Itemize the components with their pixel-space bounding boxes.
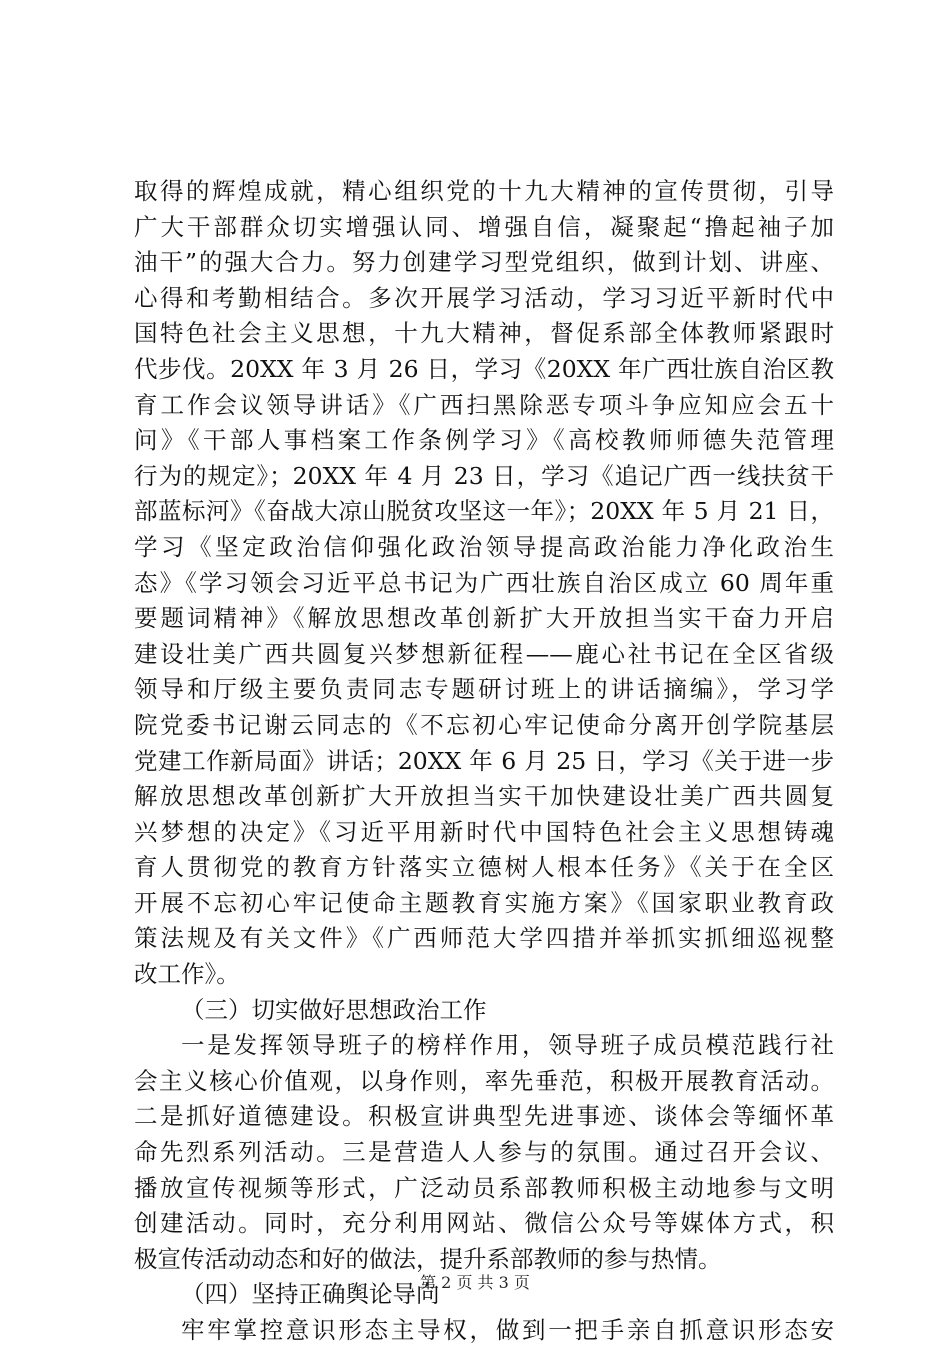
paragraph-line: 兴梦想的决定》《习近平用新时代中国特色社会主义思想铸魂	[134, 817, 834, 846]
paragraph-line: 改工作》。	[134, 960, 240, 989]
paragraph-line: 育工作会议领导讲话》《广西扫黑除恶专项斗争应知应会五十	[134, 390, 834, 419]
paragraph-line: 领导和厅级主要负责同志专题研讨班上的讲话摘编》，学习学	[134, 675, 834, 704]
paragraph-line: 学习《坚定政治信仰强化政治领导提高政治能力净化政治生	[134, 532, 834, 561]
paragraph-line: 建设壮美广西共圆复兴梦想新征程——鹿心社书记在全区省级	[134, 639, 834, 668]
paragraph-line: 院党委书记谢云同志的《不忘初心牢记使命分离开创学院基层	[134, 710, 834, 739]
paragraph-line: 代步伐。20XX 年 3 月 26 日，学习《20XX 年广西壮族自治区教	[134, 354, 834, 383]
section-heading: （三）切实做好思想政治工作	[181, 995, 487, 1024]
paragraph-line: 解放思想改革创新扩大开放担当实干加快建设壮美广西共圆复	[134, 782, 834, 811]
paragraph-line: 会主义核心价值观，以身作则，率先垂范，积极开展教育活动。	[134, 1066, 834, 1095]
paragraph-line: 取得的辉煌成就，精心组织党的十九大精神的宣传贯彻，引导	[134, 177, 834, 205]
paragraph-line: 要题词精神》《解放思想改革创新扩大开放担当实干奋力开启	[134, 604, 834, 633]
paragraph-line: 播放宣传视频等形式，广泛动员系部教师积极主动地参与文明	[134, 1173, 834, 1202]
paragraph-line: 党建工作新局面》讲话；20XX 年 6 月 25 日，学习《关于进一步	[134, 746, 834, 775]
paragraph-line: 行为的规定》；20XX 年 4 月 23 日，学习《追记广西一线扶贫干	[134, 461, 834, 490]
section-heading: （四）坚持正确舆论导向	[181, 1280, 440, 1309]
paragraph-line: 育人贯彻党的教育方针落实立德树人根本任务》《关于在全区	[134, 853, 834, 882]
page-footer: 第 2 页 共 3 页	[420, 1273, 530, 1292]
paragraph-line: 命先烈系列活动。三是营造人人参与的氛围。通过召开会议、	[134, 1138, 834, 1167]
body-text	[134, 174, 834, 1349]
paragraph-line: 部蓝标河》《奋战大凉山脱贫攻坚这一年》；20XX 年 5 月 21 日，	[134, 497, 834, 526]
paragraph-line: 问》《干部人事档案工作条例学习》《高校教师师德失范管理	[134, 426, 834, 455]
paragraph-line: 策法规及有关文件》《广西师范大学四措并举抓实抓细巡视整	[134, 924, 834, 953]
paragraph-line: 油干”的强大合力。努力创建学习型党组织，做到计划、讲座、	[134, 248, 834, 277]
paragraph-line: 心得和考勤相结合。多次开展学习活动，学习习近平新时代中	[134, 283, 834, 312]
paragraph-line: 牢牢掌控意识形态主导权，做到一把手亲自抓意识形态安	[181, 1316, 834, 1344]
paragraph-line: 广大干部群众切实增强认同、增强自信，凝聚起“撸起袖子加	[134, 212, 834, 241]
paragraph-line: 一是发挥领导班子的榜样作用，领导班子成员模范践行社	[181, 1031, 834, 1060]
paragraph-line: 创建活动。同时，充分利用网站、微信公众号等媒体方式，积	[134, 1209, 834, 1238]
paragraph-line: 国特色社会主义思想，十九大精神，督促系部全体教师紧跟时	[134, 319, 834, 348]
paragraph-line: 开展不忘初心牢记使命主题教育实施方案》《国家职业教育政	[134, 888, 834, 917]
paragraph-line: 极宣传活动动态和好的做法，提升系部教师的参与热情。	[134, 1244, 722, 1273]
paragraph-line: 态》《学习领会习近平总书记为广西壮族自治区成立 60 周年重	[134, 568, 834, 597]
paragraph-line: 二是抓好道德建设。积极宣讲典型先进事迹、谈体会等缅怀革	[134, 1102, 834, 1131]
